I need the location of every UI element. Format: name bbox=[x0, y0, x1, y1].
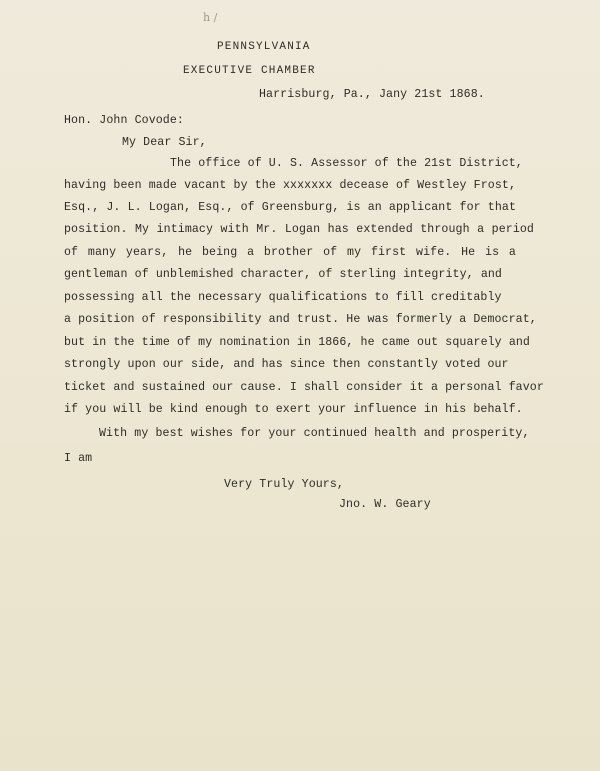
addressee: Hon. John Covode: bbox=[64, 114, 184, 127]
body-line: possessing all the necessary qualifications to fill creditably bbox=[64, 291, 502, 304]
pencil-mark: h / bbox=[203, 11, 218, 24]
body-line: The office of U. S. Assessor of the 21st District, bbox=[170, 157, 523, 170]
i-am: I am bbox=[64, 452, 93, 465]
letterhead-office: EXECUTIVE CHAMBER bbox=[183, 65, 316, 77]
body-line: if you will be kind enough to exert your influence in his behalf. bbox=[64, 403, 523, 416]
letterhead-state: PENNSYLVANIA bbox=[217, 41, 311, 53]
body-line: Esq., J. L. Logan, Esq., of Greensburg, is an applicant for that bbox=[64, 201, 516, 214]
dateline: Harrisburg, Pa., Jany 21st 1868. bbox=[259, 88, 485, 101]
body-line: strongly upon our side, and has since then constantly voted our bbox=[64, 358, 509, 371]
body-line: having been made vacant by the xxxxxxx decease of Westley Frost, bbox=[64, 179, 516, 192]
signature: Jno. W. Geary bbox=[339, 498, 431, 511]
body-line: ticket and sustained our cause. I shall consider it a personal favor bbox=[64, 381, 544, 394]
body-line: gentleman of unblemished character, of sterling integrity, and bbox=[64, 268, 502, 281]
body-line: but in the time of my nomination in 1866, he came out squarely and bbox=[64, 336, 530, 349]
body-line: of many years, he being a brother of my first wife. He is a bbox=[64, 246, 516, 259]
salutation: My Dear Sir, bbox=[122, 136, 207, 149]
valediction: Very Truly Yours, bbox=[224, 478, 344, 491]
body-line: a position of responsibility and trust. He was formerly a Democrat, bbox=[64, 313, 537, 326]
closing-paragraph: With my best wishes for your continued health and prosperity, bbox=[99, 427, 530, 440]
body-line: position. My intimacy with Mr. Logan has extended through a period bbox=[64, 223, 534, 236]
